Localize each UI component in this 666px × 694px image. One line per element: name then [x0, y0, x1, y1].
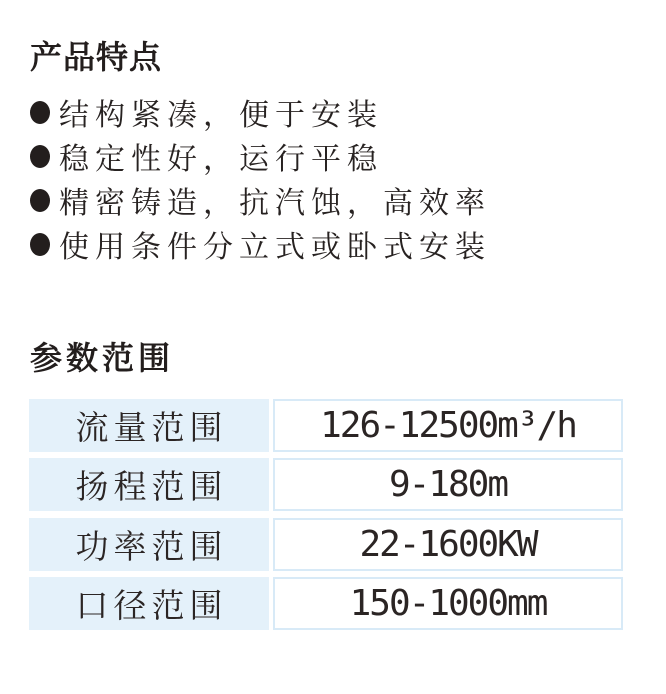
bullet-icon	[30, 101, 50, 124]
param-label-diameter-range: 口径范围	[29, 577, 269, 630]
feature-list	[30, 90, 491, 266]
param-label-head-range: 扬程范围	[29, 458, 269, 511]
features-title: 产品特点	[30, 38, 163, 76]
table-row	[29, 577, 623, 630]
list-item	[30, 134, 491, 178]
feature-text: 使用条件分立式或卧式安装	[59, 230, 491, 265]
bullet-icon	[30, 233, 50, 256]
list-item	[30, 90, 491, 134]
parameters-title: 参数范围	[30, 339, 175, 377]
bullet-icon	[30, 145, 50, 168]
param-value-head-range: 9-180m	[273, 458, 623, 511]
list-item	[30, 178, 491, 222]
parameters-table	[29, 399, 623, 630]
list-item	[30, 222, 491, 266]
feature-text: 稳定性好，运行平稳	[59, 142, 383, 177]
param-label-power-range: 功率范围	[29, 518, 269, 571]
bullet-icon	[30, 189, 50, 212]
feature-text: 结构紧凑，便于安装	[59, 98, 383, 133]
param-value-flow-range: 126-12500m³/h	[273, 399, 623, 452]
table-row	[29, 399, 623, 452]
table-row	[29, 458, 623, 511]
table-row	[29, 518, 623, 571]
feature-text: 精密铸造，抗汽蚀，高效率	[59, 186, 491, 221]
param-value-power-range: 22-1600KW	[273, 518, 623, 571]
param-label-flow-range: 流量范围	[29, 399, 269, 452]
param-value-diameter-range: 150-1000mm	[273, 577, 623, 630]
